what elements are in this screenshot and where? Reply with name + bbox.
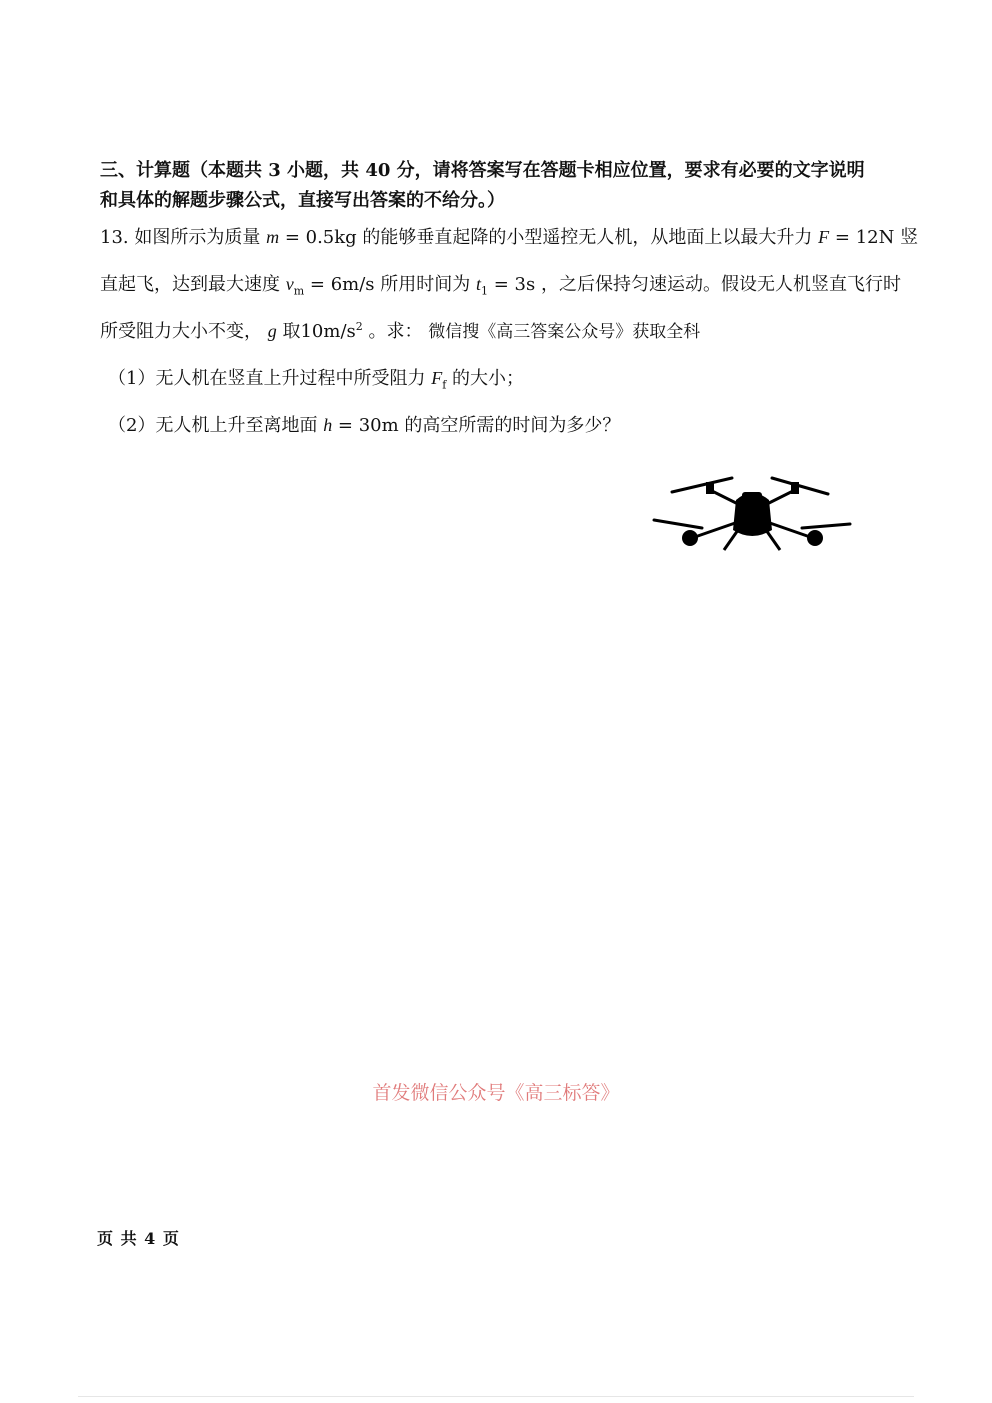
- q-text: 的高空所需的时间为多少？: [404, 415, 621, 436]
- section-heading-line1: 三、计算题（本题共 3 小题，共 40 分，请将答案写在答题卡相应位置，要求有必要的文字说明: [100, 160, 865, 181]
- wechat-note: 微信搜《高三答案公众号》获取全科: [428, 322, 701, 342]
- q-text: 竖: [900, 227, 919, 248]
- sub-question-1: [108, 364, 524, 392]
- q-text: （2）无人机上升至离地面: [108, 415, 318, 436]
- q-text: 的能够垂直起降的小型遥控无人机，从地面上以最大升力: [362, 227, 813, 248]
- drone-icon: [650, 470, 855, 560]
- force-variable: F: [818, 227, 830, 247]
- q-text: 13. 如图所示为质量: [100, 227, 261, 248]
- velocity-variable: v: [285, 274, 294, 294]
- drone-figure: [650, 470, 855, 564]
- drag-force-variable: F: [431, 368, 443, 388]
- time-variable: t: [476, 274, 482, 294]
- question-line-2: [100, 270, 901, 298]
- height-variable: h: [323, 415, 333, 435]
- height-value: = 30m: [337, 415, 405, 436]
- force-value: = 12N: [834, 227, 901, 248]
- q-text: 直起飞，达到最大速度: [100, 274, 280, 295]
- velocity-value: = 6m/s: [309, 274, 381, 295]
- q-text: ，之后保持匀速运动。假设无人机竖直飞行时: [540, 274, 901, 295]
- gravity-value: 取10m/s: [282, 321, 356, 342]
- page-footer: 页 共 4 页: [97, 1229, 180, 1248]
- q-text: 所用时间为: [380, 274, 471, 295]
- q-text: 所受阻力大小不变，: [100, 321, 262, 342]
- section-heading-line2: 和具体的解题步骤公式，直接写出答案的不给分。）: [100, 190, 505, 211]
- time-subscript: 1: [481, 284, 489, 298]
- q-text: （1）无人机在竖直上升过程中所受阻力: [108, 368, 426, 389]
- bottom-divider: [78, 1396, 914, 1397]
- gravity-exponent: 2: [355, 320, 363, 333]
- mass-value: = 0.5kg: [284, 227, 363, 248]
- q-text: 。求：: [368, 321, 423, 342]
- time-value: = 3s: [493, 274, 536, 295]
- question-line-3: [100, 317, 700, 343]
- mass-variable: m: [266, 227, 280, 247]
- velocity-subscript: m: [293, 284, 305, 298]
- watermark-text: 首发微信公众号《高三标答》: [372, 1082, 620, 1104]
- sub-question-2: [108, 411, 620, 437]
- drag-force-subscript: f: [442, 378, 447, 392]
- question-line-1: [100, 223, 918, 249]
- q-text: 的大小；: [452, 368, 524, 389]
- gravity-variable: g: [267, 321, 277, 341]
